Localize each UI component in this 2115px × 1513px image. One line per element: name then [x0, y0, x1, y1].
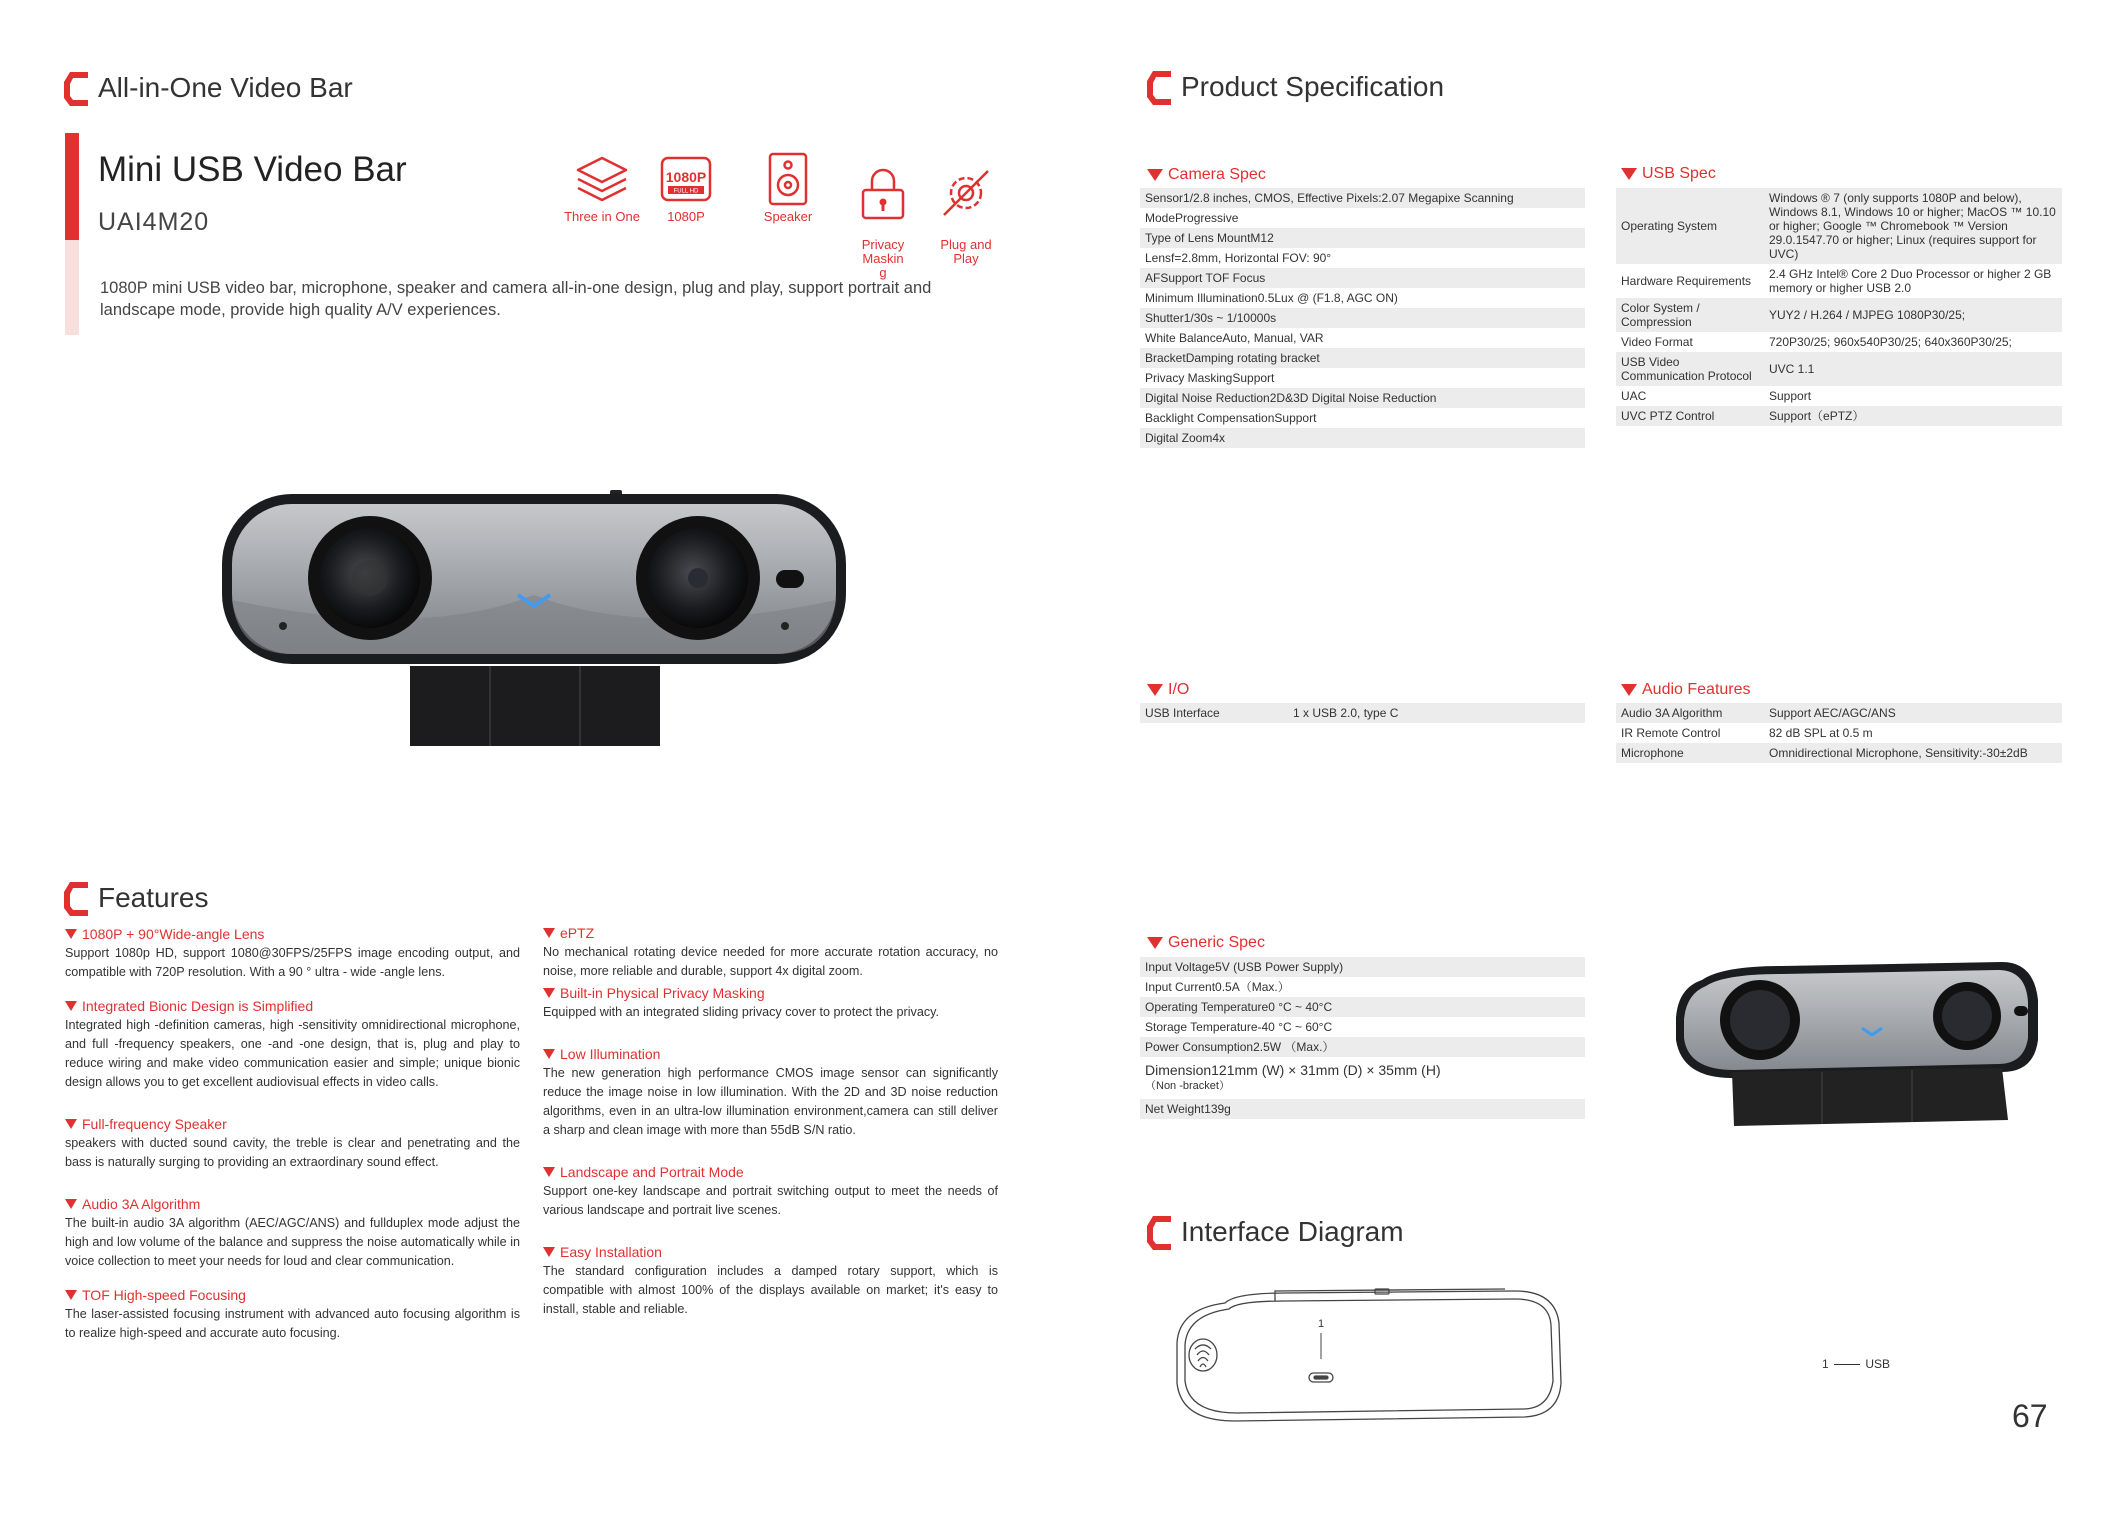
spec-value: 4x: [1212, 431, 1226, 445]
table-row: [1616, 743, 2062, 763]
spec-value: 1/30s ~ 1/10000s: [1183, 311, 1277, 325]
usb-spec-heading: USB Spec: [1621, 165, 1716, 183]
spec-key: Shutter: [1145, 311, 1184, 325]
spec-value: M12: [1250, 231, 1274, 245]
spec-value: f=2.8mm, Horizontal FOV: 90°: [1171, 251, 1332, 265]
section-header-features: [62, 876, 209, 920]
product-model: UAI4M20: [98, 208, 210, 236]
feature-icon-speaker: [748, 152, 828, 224]
product-description: 1080P mini USB video bar, microphone, speaker and camera all-in-one design, plug and play, support portrait and landscape mode, provide high quality A/V experiences.: [100, 279, 932, 319]
spec-value: Damping rotating bracket: [1185, 351, 1320, 365]
table-row: Power Consumption2.5W （Max.）: [1140, 1037, 1585, 1057]
table-row: [1140, 703, 1585, 723]
triangle-bullet-icon: [1147, 169, 1163, 181]
spec-key: USB Video Communication Protocol: [1616, 352, 1764, 386]
feature-item: 1080P + 90°Wide-angle Lens Support 1080p HD, support 1080@30FPS/25FPS image encoding output, and compatible with 720P resolution. With a 90 ° ultra - wide -angle lens.: [65, 926, 520, 979]
spec-value: Auto, Manual, VAR: [1222, 331, 1324, 345]
table-row: [1140, 288, 1585, 308]
spec-value: UVC 1.1: [1764, 352, 2062, 386]
gear-icon: [938, 166, 994, 220]
spec-value: Support: [1232, 371, 1275, 385]
table-row: [1616, 188, 2062, 264]
icon-label: Privacy Maskin g: [861, 237, 905, 280]
spec-key: Digital Noise Reduction: [1145, 391, 1270, 405]
io-table: [1140, 703, 1585, 723]
table-row: [1616, 298, 2062, 332]
spec-value: 2D&3D Digital Noise Reduction: [1269, 391, 1437, 405]
triangle-bullet-icon: [65, 929, 77, 939]
spec-key: Hardware Requirements: [1616, 264, 1764, 298]
spec-value: Support: [1274, 411, 1317, 425]
feature-icon-three-in-one: [562, 152, 642, 224]
table-row: [1616, 332, 2062, 352]
brand-logo-icon: [62, 68, 92, 108]
table-row: [1140, 408, 1585, 428]
lock-icon: [855, 166, 911, 220]
table-row: [1140, 228, 1585, 248]
brand-logo-icon: [62, 878, 92, 918]
table-row: [1140, 188, 1585, 208]
spec-value: Support TOF Focus: [1160, 271, 1266, 285]
spec-key: Privacy Masking: [1145, 371, 1233, 385]
brand-logo-icon: [1145, 67, 1175, 107]
accent-bar: [65, 133, 79, 335]
feature-item: Built-in Physical Privacy Masking Equipped with an integrated sliding privacy cover to protect the privacy.: [543, 985, 939, 1019]
table-row: [1140, 328, 1585, 348]
table-row: [1140, 268, 1585, 288]
spec-value: 720P30/25; 960x540P30/25; 640x360P30/25;: [1764, 332, 2062, 352]
table-row: Input Voltage5V (USB Power Supply): [1140, 957, 1585, 977]
generic-spec-heading: Generic Spec: [1147, 934, 1265, 952]
table-row: [1616, 703, 2062, 723]
icon-label: Three in One: [564, 209, 640, 224]
spec-value: 1 x USB 2.0, type C: [1288, 703, 1585, 723]
feature-icon-privacy: [843, 152, 923, 280]
table-row: [1140, 428, 1585, 448]
spec-key: Mode: [1145, 211, 1176, 225]
spec-key: Type of Lens Mount: [1145, 231, 1251, 245]
section-title: Product Specification: [1181, 71, 1445, 102]
product-image-angled: [1662, 960, 2042, 1130]
table-row: [1140, 308, 1585, 328]
table-row: [1140, 388, 1585, 408]
audio-features-heading: Audio Features: [1621, 681, 1751, 699]
spec-key: Audio 3A Algorithm: [1616, 703, 1764, 723]
table-row: Input Current0.5A（Max.）: [1140, 977, 1585, 997]
table-row: [1616, 723, 2062, 743]
triangle-bullet-icon: [1147, 937, 1163, 949]
spec-value: 0.5Lux @ (F1.8, AGC ON): [1257, 291, 1398, 305]
triangle-bullet-icon: [65, 1119, 77, 1129]
audio-features-table: [1616, 703, 2062, 763]
spec-key: USB Interface: [1140, 703, 1288, 723]
spec-value: YUY2 / H.264 / MJPEG 1080P30/25;: [1764, 298, 2062, 332]
feature-item: Easy Installation The standard configuration includes a damped rotary support, which is compatible with almost 100% of the displays available on market; it's easy to install, stable and reliable.: [543, 1244, 998, 1316]
spec-value: Windows ® 7 (only supports 1080P and below), Windows 8.1, Windows 10 or higher; MacOS ™ 10.10 or higher; Google ™ Chromebook ™ Version 29.0.1547.70 or higher; Linux (requires support for UVC): [1764, 188, 2062, 264]
table-row: Dimension121mm (W) × 31mm (D) × 35mm (H) （Non -bracket）: [1140, 1057, 1585, 1099]
spec-key: Bracket: [1145, 351, 1186, 365]
spec-key: White Balance: [1145, 331, 1223, 345]
speaker-icon: [760, 152, 816, 206]
1080p-icon: [658, 152, 714, 206]
triangle-bullet-icon: [543, 1247, 555, 1257]
icon-label: 1080P: [667, 209, 705, 224]
spec-key: Video Format: [1616, 332, 1764, 352]
spec-value: Support（ePTZ）: [1764, 406, 2062, 426]
section-title: All-in-One Video Bar: [98, 72, 353, 103]
section-title: Interface Diagram: [1181, 1216, 1404, 1247]
table-row: [1140, 248, 1585, 268]
product-image-video-bar: [220, 490, 850, 755]
features-right-column: [543, 925, 998, 1319]
triangle-bullet-icon: [543, 1167, 555, 1177]
table-row: Operating Temperature0 °C ~ 40°C: [1140, 997, 1585, 1017]
layers-icon: [574, 152, 630, 206]
feature-item: ePTZ No mechanical rotating device needed for more accurate rotation accuracy, no noise, more reliable and durable, support 4x digital zoom.: [543, 925, 998, 978]
generic-spec-table: [1140, 957, 1585, 1119]
spec-key: Backlight Compensation: [1145, 411, 1275, 425]
spec-key: Operating System: [1616, 188, 1764, 264]
triangle-bullet-icon: [1621, 684, 1637, 696]
spec-key: Sensor: [1145, 191, 1184, 205]
triangle-bullet-icon: [65, 1001, 77, 1011]
table-row: Storage Temperature-40 °C ~ 60°C: [1140, 1017, 1585, 1037]
camera-spec-heading: Camera Spec: [1147, 166, 1266, 184]
feature-item: Landscape and Portrait Mode Support one-key landscape and portrait switching output to meet the needs of various landscape and portrait live scenes.: [543, 1164, 998, 1217]
section-header-video-bar: [62, 66, 353, 110]
icon-label: Speaker: [763, 209, 813, 224]
spec-key: UVC PTZ Control: [1616, 406, 1764, 426]
brand-logo-icon: [1145, 1212, 1175, 1252]
section-header-product-spec: [1145, 65, 1444, 109]
table-row: [1140, 348, 1585, 368]
table-row: [1616, 264, 2062, 298]
svg-text:1: 1: [1317, 1318, 1325, 1330]
spec-value: Progressive: [1175, 211, 1239, 225]
spec-value: Omnidirectional Microphone, Sensitivity:-30±2dB: [1764, 743, 2062, 763]
spec-value: 2.4 GHz Intel® Core 2 Duo Processor or higher 2 GB memory or higher USB 2.0: [1764, 264, 2062, 298]
interface-diagram: [1165, 1283, 1570, 1428]
spec-key: IR Remote Control: [1616, 723, 1764, 743]
table-row: [1616, 386, 2062, 406]
table-row: [1140, 368, 1585, 388]
triangle-bullet-icon: [543, 1049, 555, 1059]
table-row: [1616, 406, 2062, 426]
spec-key: Digital Zoom: [1145, 431, 1213, 445]
spec-key: Color System / Compression: [1616, 298, 1764, 332]
feature-item: Integrated Bionic Design is Simplified Integrated high -definition cameras, high -sensitivity omnidirectional microphone, and full -frequency speakers, one -and -one design, that is, plug and play to reduce wiring and make video communication easier and simple; unique bionic design allows you to get excellent audiovisual effects in video calls.: [65, 998, 520, 1089]
spec-value: Support: [1764, 386, 2062, 406]
spec-value: 1/2.8 inches, CMOS, Effective Pixels:2.07 Megapixe Scanning: [1183, 191, 1514, 205]
svg-text:1080P: 1080P: [665, 169, 707, 185]
features-left-column: [65, 926, 520, 1343]
triangle-bullet-icon: [543, 988, 555, 998]
diagram-legend: 1 USB: [1822, 1357, 1891, 1371]
feature-icon-1080p: [646, 152, 726, 224]
section-header-interface: [1145, 1210, 1404, 1254]
triangle-bullet-icon: [1147, 684, 1163, 696]
camera-spec-table: [1140, 188, 1585, 470]
table-row: Net Weight139g: [1140, 1099, 1585, 1119]
section-title: Features: [98, 882, 209, 913]
spec-key: UAC: [1616, 386, 1764, 406]
spec-key: Lens: [1145, 251, 1172, 265]
spec-key: Microphone: [1616, 743, 1764, 763]
spec-value: 82 dB SPL at 0.5 m: [1764, 723, 2062, 743]
svg-text:FULL HD: FULL HD: [673, 188, 699, 195]
io-heading: I/O: [1147, 681, 1189, 699]
table-row: [1140, 208, 1585, 228]
table-row: [1616, 352, 2062, 386]
page-number: 67: [2012, 1398, 2048, 1434]
spec-value: Support AEC/AGC/ANS: [1764, 703, 2062, 723]
triangle-bullet-icon: [65, 1199, 77, 1209]
usb-spec-table: [1616, 188, 2062, 426]
spec-key: AF: [1145, 271, 1161, 285]
triangle-bullet-icon: [543, 928, 555, 938]
feature-item: Low Illumination The new generation high performance CMOS image sensor can significantly reduce the image noise in low illumination. With the 2D and 3D noise reduction algorithms, even in an ultra-low illumination environment,camera can still deliver a sharp and clean image with more than 55dB S/N ratio.: [543, 1046, 998, 1137]
triangle-bullet-icon: [65, 1290, 77, 1300]
feature-item: Full-frequency Speaker speakers with ducted sound cavity, the treble is clear and penetrating and the bass is naturally surging to providing an extraordinary sound effect.: [65, 1116, 520, 1169]
icon-label: Plug and Play: [940, 237, 992, 266]
table-row: [1140, 448, 1585, 470]
spec-key: Minimum Illumination: [1145, 291, 1258, 305]
product-title: Mini USB Video Bar: [98, 150, 407, 189]
feature-item: Audio 3A Algorithm The built-in audio 3A algorithm (AEC/AGC/ANS) and fullduplex mode adjust the high and low volume of the balance and suppress the noise automatically while in voice collection to meet your needs for loud and clear communication.: [65, 1196, 520, 1268]
feature-icon-plug-and-play: [926, 152, 1006, 266]
feature-item: TOF High-speed Focusing The laser-assisted focusing instrument with advanced auto focusing algorithm is to realize high-speed and accurate auto focusing.: [65, 1287, 520, 1340]
triangle-bullet-icon: [1621, 168, 1637, 180]
